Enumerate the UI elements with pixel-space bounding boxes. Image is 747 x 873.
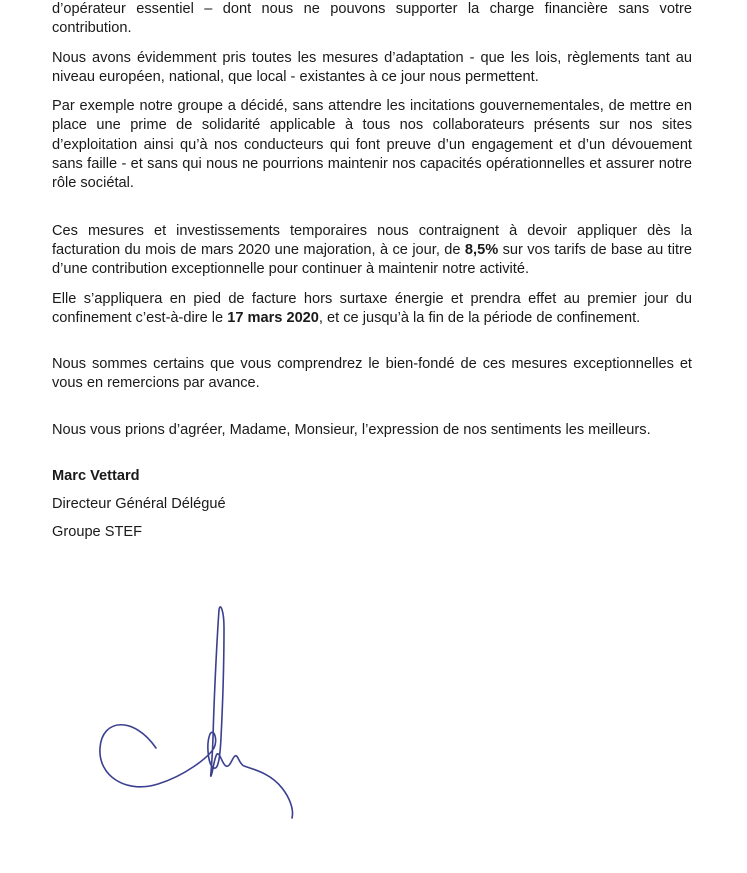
signatory-company: Groupe STEF <box>52 524 143 541</box>
signatory-block <box>52 467 692 542</box>
effective-text-end: , et ce jusqu’à la fin de la période de confinement. <box>318 309 641 326</box>
paragraph-solidarity-bonus: Par exemple notre groupe a décidé, sans attendre les incitations gouvernementales, de mettre en place une prime de solidarité applicable à tous nos collaborateurs présents sur nos sites d’exploitation ainsi qu’à nos conducteurs qui font preuve d’un engagement et d’un dévouement sans faille - et sans qui nous ne pourrions maintenir nos capacités opérationnelles et assurer notre rôle sociétal. <box>52 98 692 192</box>
signatory-title: Directeur Général Délégué <box>52 496 226 513</box>
handwritten-signature <box>96 598 306 828</box>
effective-text-start: Elle s’appliquera en pied de facture hors surtaxe énergie et prendra effet au premier jour du confinement c’est-à-dire le <box>52 290 692 326</box>
letter-body <box>52 0 692 542</box>
surcharge-rate: 8,5% <box>464 241 499 258</box>
paragraph-thanks: Nous sommes certains que vous comprendrez le bien-fondé de ces mesures exceptionnelles et vous en remercions par avance. <box>52 356 692 392</box>
signatory-name: Marc Vettard <box>52 468 140 485</box>
paragraph-intro-continuation: d’opérateur essentiel – dont nous ne pouvons supporter la charge financière sans votre contribution. <box>52 1 692 37</box>
surcharge-text-end: sur vos tarifs de base au titre d’une contribution exceptionnelle pour continuer à maintenir notre activité. <box>52 241 692 278</box>
paragraph-adaptation-measures: Nous avons évidemment pris toutes les mesures d’adaptation - que les lois, règlements tant au niveau européen, national, que local - existantes à ce jour nous permettent. <box>52 49 692 85</box>
effective-date: 17 mars 2020 <box>227 309 319 326</box>
paragraph-closing: Nous vous prions d’agréer, Madame, Monsieur, l’expression de nos sentiments les meilleurs. <box>52 421 651 438</box>
paragraph-surcharge <box>52 222 692 280</box>
surcharge-text-start: Ces mesures et investissements temporaires nous contraignent à devoir appliquer dès la facturation du mois de mars 2020 une majoration, à ce jour, de <box>52 222 692 258</box>
paragraph-effective-date <box>52 290 692 329</box>
signature-stroke <box>100 607 293 818</box>
